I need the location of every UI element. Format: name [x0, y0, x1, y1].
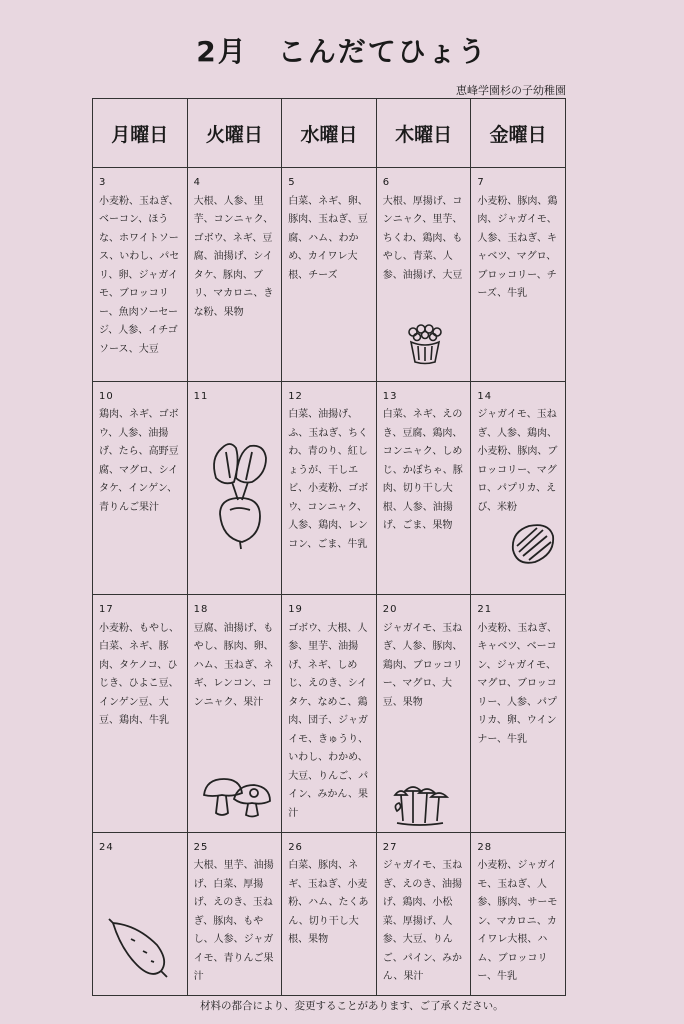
- day-cell: [376, 832, 471, 995]
- menu-ingredients: 白菜、豚肉、ネギ、玉ねぎ、小麦粉、ハム、たくあん、切り干し大根、果物: [288, 860, 369, 946]
- week-row: [93, 595, 566, 832]
- menu-ingredients: ジャガイモ、玉ねぎ、人参、鶏肉、小麦粉、豚肉、ブロッコリー、マグロ、パプリカ、えび、米粉: [477, 409, 558, 513]
- page-title: 2月 こんだてひょう: [196, 35, 488, 68]
- weekday-tue: 火曜日: [187, 99, 282, 168]
- day-number: 14: [477, 390, 493, 402]
- menu-ingredients: 大根、里芋、油揚げ、白菜、厚揚げ、えのき、玉ねぎ、豚肉、もやし、人参、ジャガイモ、青りんご果汁: [193, 860, 274, 983]
- menu-ingredients: 小麦粉、豚肉、鶏肉、ジャガイモ、人参、玉ねぎ、キャベツ、マグロ、ブロッコリー、チーズ、牛乳: [477, 195, 558, 299]
- menu-table: [92, 98, 566, 996]
- day-number: 18: [193, 604, 209, 616]
- day-number: 21: [477, 604, 493, 616]
- weekday-mon: 月曜日: [93, 99, 188, 168]
- day-number: 5: [288, 177, 296, 188]
- day-number: 11: [193, 390, 209, 402]
- enoki-mushroom-icon: [405, 324, 445, 366]
- menu-ingredients: ジャガイモ、玉ねぎ、人参、豚肉、鶏肉、ブロッコリー、マグロ、大豆、果物: [382, 622, 463, 708]
- day-cell: [93, 381, 188, 595]
- menu-ingredients: 白菜、ネギ、えのき、豆腐、鶏肉、コンニャク、しめじ、かぼちゃ、豚肉、切り干し大根、人参、油揚げ、ごま、果物: [382, 409, 463, 532]
- menu-ingredients: 白菜、ネギ、卵、豚肉、玉ねぎ、豆腐、ハム、わかめ、カイワレ大根、チーズ: [288, 195, 368, 281]
- day-cell: [471, 595, 566, 832]
- day-number: 13: [382, 390, 398, 402]
- menu-ingredients: 大根、厚揚げ、コンニャク、里芋、ちくわ、鶏肉、もやし、青菜、人参、油揚げ、大豆: [382, 195, 463, 281]
- day-cell: [471, 168, 566, 382]
- day-number: 10: [99, 390, 114, 402]
- footer-note: 材料の都合により、変更することがあります、ご了承ください。: [200, 1000, 504, 1012]
- day-cell: [187, 381, 282, 595]
- day-cell: [187, 595, 282, 832]
- satsumaimo-icon: [107, 915, 171, 981]
- menu-ingredients: ジャガイモ、玉ねぎ、えのき、油揚げ、鶏肉、小松菜、厚揚げ、人参、大豆、りんご、パイン、みかん、果汁: [382, 860, 463, 983]
- day-cell: [471, 381, 566, 595]
- day-number: 24: [99, 841, 114, 853]
- day-number: 28: [477, 841, 493, 853]
- day-cell: [282, 381, 377, 595]
- shimeji-icon: [391, 785, 449, 827]
- week-row: [93, 168, 566, 382]
- menu-ingredients: 豆腐、油揚げ、もやし、豚肉、卵、ハム、玉ねぎ、ネギ、レンコン、コンニャク、果汁: [193, 622, 274, 708]
- day-cell: [282, 595, 377, 832]
- weekday-fri: 金曜日: [471, 99, 566, 168]
- day-cell: [93, 595, 188, 832]
- day-number: 4: [193, 177, 201, 188]
- day-cell: [187, 832, 282, 995]
- day-cell: [282, 832, 377, 995]
- week-row: [93, 832, 566, 995]
- menu-ingredients: 鶏肉、ネギ、ゴボウ、人参、油揚げ、たら、高野豆腐、マグロ、シイタケ、インゲン、青りんご果汁: [99, 409, 179, 513]
- day-number: 6: [382, 177, 391, 188]
- day-cell: [376, 168, 471, 382]
- day-cell: [282, 168, 377, 382]
- school-name: 恵峰学園杉の子幼稚園: [456, 84, 566, 97]
- day-number: 3: [99, 177, 107, 188]
- week-row: [93, 381, 566, 595]
- sweet-potato-icon: [509, 522, 555, 566]
- mushroom-icon: [202, 775, 272, 819]
- weekday-header-row: [93, 99, 566, 168]
- day-number: 17: [99, 604, 114, 616]
- day-number: 26: [288, 841, 303, 853]
- day-number: 25: [193, 841, 209, 853]
- menu-ingredients: 小麦粉、玉ねぎ、ベーコン、ほうな、ホワイトソース、いわし、パセリ、卵、ジャガイモ、ブロッコリー、魚肉ソーセージ、人参、イチゴソース、大豆: [99, 195, 180, 355]
- day-cell: [471, 832, 566, 995]
- day-number: 27: [382, 841, 398, 853]
- day-cell: [93, 168, 188, 382]
- day-number: 12: [288, 390, 303, 402]
- beet-icon: [208, 438, 270, 550]
- menu-ingredients: 小麦粉、玉ねぎ、キャベツ、ベーコン、ジャガイモ、マグロ、ブロッコリー、人参、パプリカ、卵、ウインナー、牛乳: [477, 622, 557, 745]
- menu-ingredients: 小麦粉、ジャガイモ、玉ねぎ、人参、豚肉、サーモン、マカロニ、カイワレ大根、ハム、ブロッコリー、牛乳: [477, 860, 558, 983]
- day-number: 19: [288, 604, 303, 616]
- day-cell: [376, 595, 471, 832]
- menu-ingredients: 大根、人参、里芋、コンニャク、ゴボウ、ネギ、豆腐、油揚げ、シイタケ、豚肉、ブリ、マカロニ、きな粉、果物: [193, 195, 274, 318]
- day-cell: [187, 168, 282, 382]
- day-cell: [376, 381, 471, 595]
- menu-ingredients: ゴボウ、大根、人参、里芋、油揚げ、ネギ、しめじ、えのき、シイタケ、なめこ、鶏肉、団子、ジャガイモ、きゅうり、いわし、わかめ、大豆、りんご、パイン、みかん、果汁: [288, 622, 369, 819]
- menu-ingredients: 白菜、油揚げ、ふ、玉ねぎ、ちくわ、青のり、紅しょうが、干しエビ、小麦粉、ゴボウ、コンニャク、人参、鶏肉、レンコン、ごま、牛乳: [288, 409, 369, 550]
- weekday-thu: 木曜日: [376, 99, 471, 168]
- day-number: 20: [382, 604, 398, 616]
- weekday-wed: 水曜日: [282, 99, 377, 168]
- day-number: 7: [477, 177, 485, 188]
- day-cell: [93, 832, 188, 995]
- menu-ingredients: 小麦粉、もやし、白菜、ネギ、豚肉、タケノコ、ひじき、ひよこ豆、インゲン豆、大豆、鶏肉、牛乳: [99, 622, 179, 727]
